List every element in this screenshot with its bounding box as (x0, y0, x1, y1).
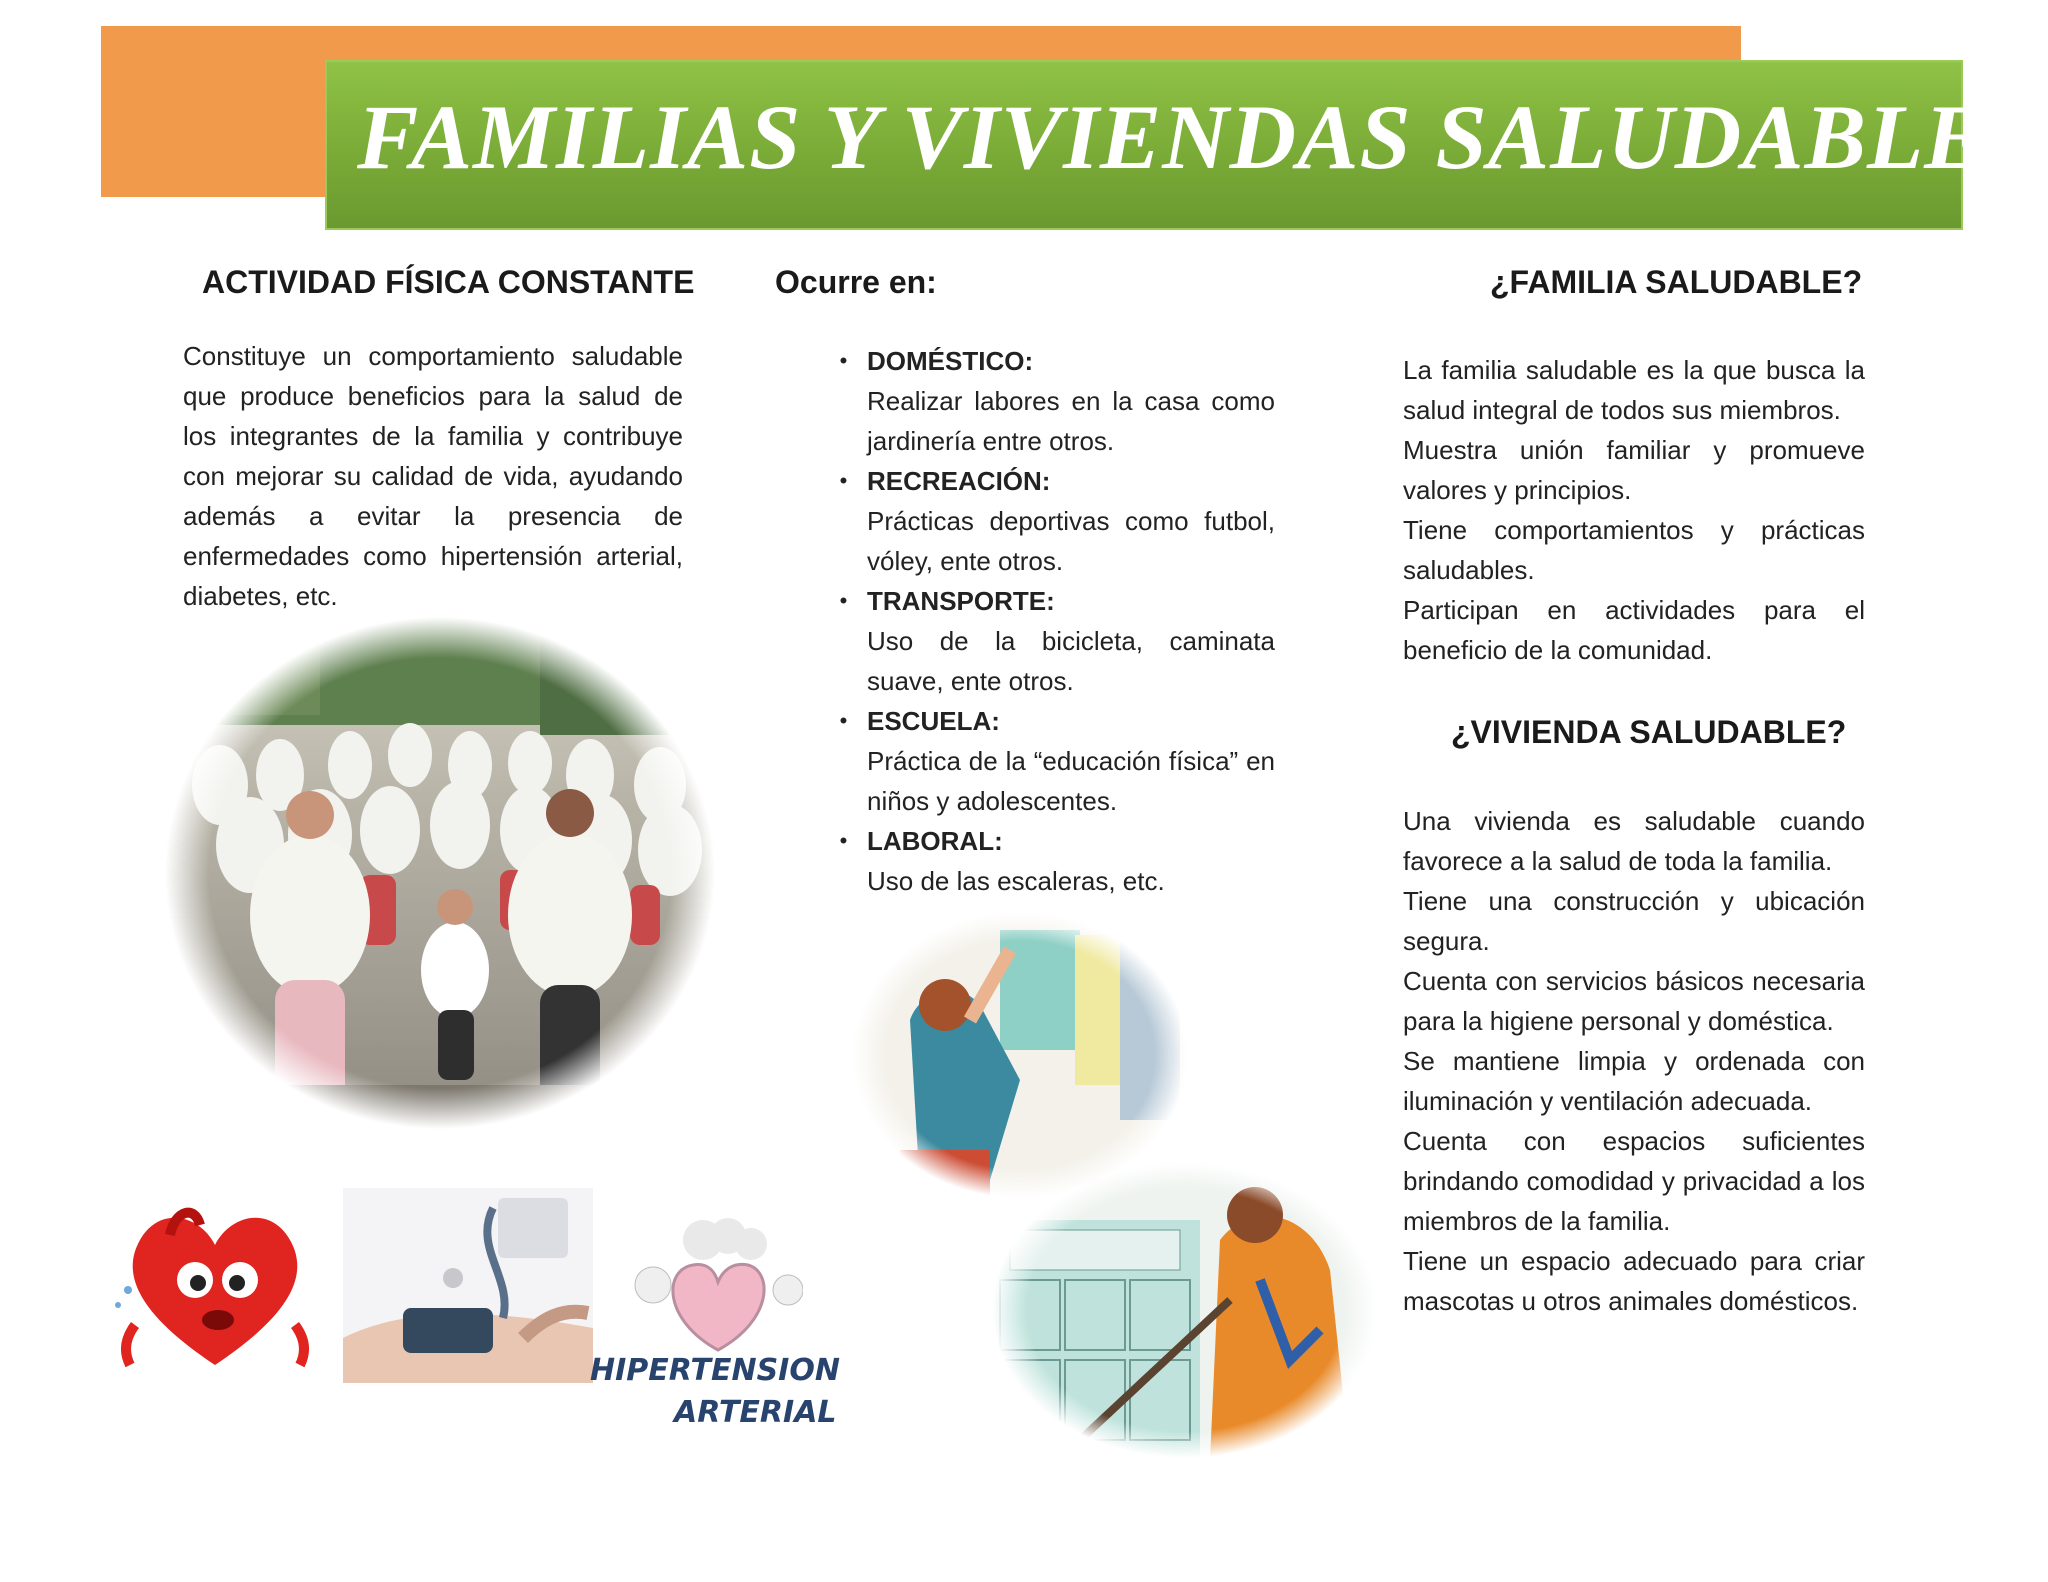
page-title: FAMILIAS Y VIVIENDAS SALUDABLES (357, 86, 2039, 188)
activity-paragraph: Constituye un comportamiento saludable que produce beneficios para la salud de los integrantes de la familia y contribuye con mejorar su calidad de vida, ayudando además a evitar la presencia de enfermedades como hipertensión arterial, diabetes, etc. (183, 341, 683, 611)
list-item-desc: Práctica de la “educación física” en niños y adolescentes. (867, 746, 1275, 816)
housing-text (1403, 801, 1865, 1321)
housing-paragraph: Cuenta con espacios suficientes brindando comodidad y privacidad a los miembros de la familia. (1403, 1126, 1865, 1236)
family-paragraph: La familia saludable es la que busca la salud integral de todos sus miembros. (1403, 355, 1865, 425)
list-item-title: DOMÉSTICO: (867, 346, 1034, 376)
blood-pressure-photo (343, 1188, 593, 1383)
list-item-title: RECREACIÓN: (867, 466, 1051, 496)
occurs-heading: Ocurre en: (775, 264, 937, 300)
housing-paragraph: Tiene una construcción y ubicación segura. (1403, 886, 1865, 956)
occurs-list (820, 341, 1275, 901)
hypertension-label (590, 1350, 840, 1434)
family-paragraph: Participan en actividades para el beneficio de la comunidad. (1403, 595, 1865, 665)
sick-heart-illustration (100, 1185, 330, 1385)
hypertension-label-line-2: ARTERIAL (674, 1395, 837, 1430)
housing-paragraph: Una vivienda es saludable cuando favorece a la salud de toda la familia. (1403, 806, 1865, 876)
bullet-icon: • (839, 588, 848, 613)
woman-hanging-laundry-illustration (850, 910, 1190, 1200)
list-item (820, 701, 1275, 821)
bullet-icon: • (839, 468, 848, 493)
housing-paragraph: Tiene un espacio adecuado para criar mascotas u otros animales domésticos. (1403, 1246, 1865, 1316)
list-item (820, 581, 1275, 701)
activity-heading: ACTIVIDAD FÍSICA CONSTANTE (202, 264, 695, 300)
housing-paragraph: Cuenta con servicios básicos necesaria para la higiene personal y doméstica. (1403, 966, 1865, 1036)
list-item (820, 821, 1275, 901)
list-item-title: TRANSPORTE: (867, 586, 1055, 616)
family-paragraph: Muestra unión familiar y promueve valores y principios. (1403, 435, 1865, 505)
bullet-icon: • (839, 828, 848, 853)
list-item (820, 341, 1275, 461)
family-heading: ¿FAMILIA SALUDABLE? (1490, 264, 1863, 300)
list-item-desc: Uso de la bicicleta, caminata suave, ente otros. (867, 626, 1275, 696)
list-item (820, 461, 1275, 581)
hypertension-heart-illustration (623, 1210, 803, 1360)
title-banner (325, 60, 2039, 230)
hypertension-label-line-1: HIPERTENSION (590, 1353, 840, 1388)
bullet-icon: • (839, 348, 848, 373)
housing-heading: ¿VIVIENDA SALUDABLE? (1451, 714, 1847, 750)
list-item-desc: Prácticas deportivas como futbol, vóley, ente otros. (867, 506, 1275, 576)
exercise-crowd-photo (160, 615, 720, 1135)
housing-paragraph: Se mantiene limpia y ordenada con iluminación y ventilación adecuada. (1403, 1046, 1865, 1116)
bullet-icon: • (839, 708, 848, 733)
woman-cleaning-kitchen-illustration (990, 1160, 1380, 1460)
list-item-title: ESCUELA: (867, 706, 1000, 736)
family-paragraph: Tiene comportamientos y prácticas saludables. (1403, 515, 1865, 585)
list-item-desc: Realizar labores en la casa como jardinería entre otros. (867, 386, 1275, 456)
list-item-desc: Uso de las escaleras, etc. (867, 866, 1165, 896)
list-item-title: LABORAL: (867, 826, 1003, 856)
family-text (1403, 350, 1865, 670)
